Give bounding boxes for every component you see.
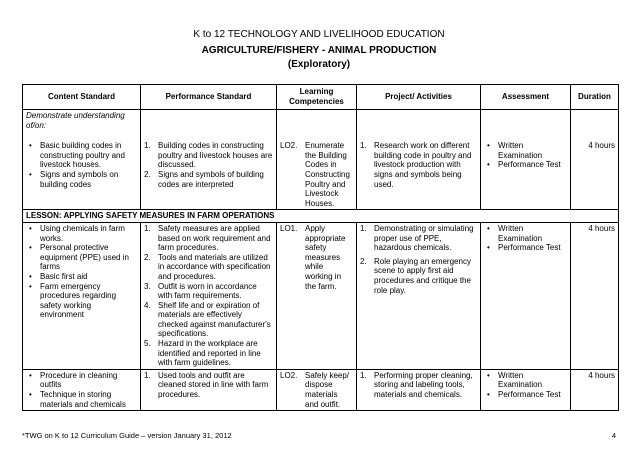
performance-standard-cell: [141, 369, 277, 410]
duration-cell: 4 hours: [571, 134, 619, 210]
learning-competency-cell: [277, 134, 357, 210]
project-activity-cell: [357, 222, 481, 369]
performance-standard-cell: [141, 134, 277, 210]
header-line-1: K to 12 TECHNOLOGY AND LIVELIHOOD EDUCATION: [193, 29, 445, 40]
lo-code: LO2.: [280, 141, 298, 151]
list-item: • Technique in storing materials and chemicals: [26, 390, 137, 409]
list-item: • Personal protective equipment (PPE) used in farms: [26, 243, 137, 272]
list-item: • Performance Test: [484, 243, 567, 253]
assessment-cell: [481, 222, 571, 369]
project-activity-cell: [357, 369, 481, 410]
assessment-cell: [481, 369, 571, 410]
column-header: Learning Competencies: [277, 85, 357, 110]
list-item: 1. Used tools and outfit are cleaned stored in line with farm procedures.: [144, 370, 269, 400]
list-item: • Procedure in cleaning outfits: [26, 371, 137, 390]
duration-cell: 4 hours: [571, 222, 619, 369]
list-item: 2. Tools and materials are utilized in accordance with specification and procedures.: [144, 252, 271, 281]
list-item: • Farm emergency procedures regarding safety working environment: [26, 282, 137, 320]
list-item: 1. Building codes in constructing poultry and livestock houses are discussed.: [144, 141, 273, 170]
column-header: Project/ Activities: [357, 85, 481, 110]
project-activity-cell: [357, 134, 481, 210]
list-item: 3. Outfit is worn in accordance with farm requirements.: [144, 281, 257, 301]
performance-standard-cell: [141, 222, 277, 369]
list-item: • Written Examination: [484, 224, 567, 243]
table-header-row: [23, 85, 619, 110]
lo-code: LO1.: [280, 223, 298, 233]
list-item: • Written Examination: [484, 141, 567, 160]
intro-row: [23, 110, 619, 135]
header-line-2: AGRICULTURE/FISHERY - ANIMAL PRODUCTION: [201, 45, 437, 56]
curriculum-table: [22, 84, 619, 411]
list-item: 1. Safety measures are applied based on work requirement and farm procedures.: [144, 223, 271, 253]
lesson-row: [23, 210, 619, 223]
table-row: [23, 369, 619, 410]
list-item: • Performance Test: [484, 390, 567, 400]
list-item: 1. Research work on different building code in poultry and livestock production with signs and symbols being used.: [360, 141, 472, 189]
list-item: 2. Role playing an emergency scene to apply first aid procedures and critique the role play.: [360, 256, 471, 295]
lo-code: LO2.: [280, 370, 298, 380]
assessment-cell: [481, 134, 571, 210]
page-number: 4: [611, 431, 616, 440]
learning-competency-cell: [277, 222, 357, 369]
list-item: 4. Shelf life and or expiration of materials are effectively checked against manufacturer's specifications.: [144, 300, 271, 339]
duration-cell: 4 hours: [571, 369, 619, 410]
list-item: 2. Signs and symbols of building codes are interpreted: [144, 169, 264, 189]
list-item: • Using chemicals in farm works.: [26, 224, 137, 243]
content-standard-cell: [23, 369, 141, 410]
column-header: Content Standard: [23, 85, 141, 110]
learning-competency-cell: [277, 369, 357, 410]
list-item: • Basic building codes in constructing poultry and livestock houses.: [26, 141, 137, 170]
list-item: • Performance Test: [484, 160, 567, 170]
list-item: • Basic first aid: [26, 272, 137, 282]
content-standard-cell: [23, 134, 141, 210]
column-header: Assessment: [481, 85, 571, 110]
table-row: [23, 222, 619, 369]
list-item: 1. Demonstrating or simulating proper use of PPE, hazardous chemicals.: [360, 223, 474, 253]
list-item: • Signs and symbols on building codes: [26, 170, 137, 189]
table-row: [23, 134, 619, 210]
footer-note: *TWG on K to 12 Curriculum Guide – version January 31, 2012: [22, 431, 232, 440]
content-standard-cell: [23, 222, 141, 369]
intro-text: Demonstrate understanding of/on:: [23, 110, 141, 135]
list-item: • Written Examination: [484, 371, 567, 390]
lo-text: Enumerate the Building Codes in Constructing Poultry and Livestock Houses.: [305, 141, 350, 208]
header-line-3: (Exploratory): [287, 59, 351, 70]
column-header: Duration: [571, 85, 619, 110]
lo-text: Apply appropriate safety measures while working in the farm.: [305, 223, 346, 291]
lesson-title: LESSON: APPLYING SAFETY MEASURES IN FARM OPERATIONS: [23, 210, 619, 223]
lo-text: Safely keep/ dispose materials and outfit.: [305, 370, 350, 409]
column-header: Performance Standard: [141, 85, 277, 110]
list-item: 1. Performing proper cleaning, storing and labeling tools, materials and chemicals.: [360, 370, 473, 400]
list-item: 5. Hazard in the workplace are identified and reported in line with farm guidelines.: [144, 339, 261, 368]
